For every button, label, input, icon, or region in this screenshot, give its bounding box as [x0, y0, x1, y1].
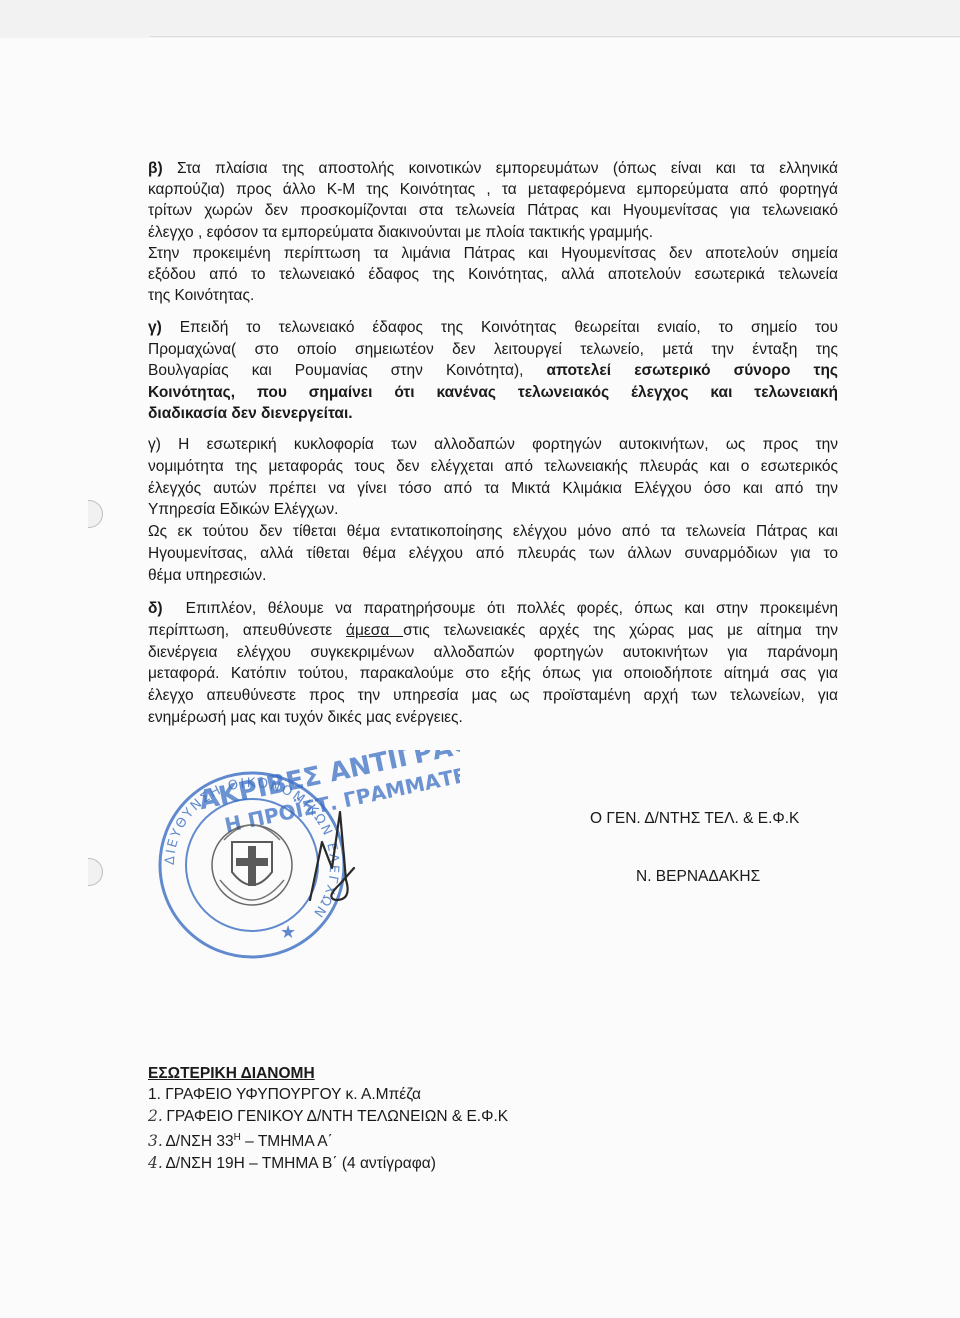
distribution-item: 4. Δ/ΝΣΗ 19Η – ΤΜΗΜΑ Β΄ (4 αντίγραφα) — [148, 1153, 436, 1172]
distribution-item: 2. ΓΡΑΦΕΙΟ ΓΕΝΙΚΟΥ Δ/ΝΤΗ ΤΕΛΩΝΕΙΩΝ & Ε.Φ.Κ — [148, 1106, 509, 1125]
paragraph-b-line: Στην προκειμένη περίπτωση τα λιμάνια Πάτρας και Ηγουμενίτσας δεν αποτελούν σημεία — [148, 244, 838, 262]
paragraph-b-line: τρίτων χωρών δεν προσκομίζονται στα τελωνεία Πάτρας και Ηγουμενίτσας για τελωνειακό — [148, 202, 838, 220]
punch-hole-upper — [88, 500, 103, 528]
paragraph-b-line: εξόδου από το τελωνειακό έδαφος της Κοινότητας, αλλά αποτελούν εσωτερικά τελωνεία — [148, 266, 838, 284]
paragraph-d-line: διενέργεια ελέγχου συγκεκριμένων αλλοδαπών φορτηγών αυτοκινήτων για παράνομη — [148, 643, 838, 661]
paragraph-g2-line: έλεγχός αυτών πρέπει να γίνει τόσο από τα Μικτά Κλιμάκια Ελέγχου όσο και από την — [148, 479, 838, 497]
paragraph-g2-line: Υπηρεσία Εδικών Ελέγχων. — [148, 501, 339, 519]
paragraph-g2-line: Ηγουμενίτσας, αλλά τίθεται θέμα ελέγχου από πλευράς των άλλων συναρμόδιων για το — [148, 544, 838, 562]
paragraph-g2-line: νομιμότητα της μεταφοράς τους δεν ελέγχεται από τελωνειακής πλευράς και ο εσωτερικός — [148, 457, 838, 475]
paragraph-d-label: δ) — [148, 600, 163, 617]
paragraph-g2-line: θέμα υπηρεσιών. — [148, 566, 267, 584]
paragraph-g1-line: Κοινότητας, που σημαίνει ότι κανένας τελωνειακός έλεγχος και τελωνειακή — [148, 383, 838, 401]
paragraph-b-line: καρπούζια) προς άλλο Κ-Μ της Κοινότητας , τα μεταφερόμενα εμπορεύματα από φορτηγά — [148, 181, 838, 199]
paragraph-g1 — [148, 317, 838, 425]
paragraph-d-line: έλεγχο απευθύνεστε προς την υπηρεσία μας ως προϊσταμένη αρχή των τελωνείων, για — [148, 687, 838, 705]
signatory-title: Ο ΓΕΝ. Δ/ΝΤΗΣ ΤΕΛ. & Ε.Φ.Κ — [590, 810, 800, 827]
paragraph-b-line: έλεγχο , εφόσον τα εμπορεύματα διακινούνται με πλοία τακτικής γραμμής. — [148, 223, 654, 241]
scan-top-margin — [0, 0, 960, 38]
distribution-title: ΕΣΩΤΕΡΙΚΗ ΔΙΑΝΟΜΗ — [148, 1065, 315, 1082]
paragraph-b-label: β) — [148, 160, 163, 177]
official-stamp-area — [140, 750, 460, 970]
paragraph-d — [148, 598, 838, 729]
signatory-name: Ν. ΒΕΡΝΑΔΑΚΗΣ — [636, 868, 761, 885]
emphasis-internal-border: αποτελεί εσωτερικό σύνορο της — [546, 362, 838, 380]
paragraph-g2-line: Ως εκ τούτου δεν τίθεται θέμα εντατικοποίησης ελέγχου μόνο από τα τελωνεία Πάτρας και — [148, 523, 838, 541]
paragraph-b-line: β) Στα πλαίσια της αποστολής κοινοτικών εμπορευμάτων (όπως είναι και τα ελληνικά — [148, 160, 838, 177]
distribution-item: 3. Δ/ΝΣΗ $33^H$ – ΤΜΗΜΑ Α΄ — [148, 1132, 333, 1151]
scan-edge-line — [150, 36, 960, 37]
paragraph-g1-label: γ) — [148, 319, 162, 336]
paragraph-g1-line: γ) Επειδή το τελωνειακό έδαφος της Κοινότητας θεωρείται ενιαίο, το σημείο του — [148, 319, 838, 336]
distribution-item: 1. ΓΡΑΦΕΙΟ ΥΦΥΠΟΥΡΓΟΥ κ. Α.Μπέζα — [148, 1086, 421, 1104]
paragraph-g1-line: Προμαχώνα( στο οποίο σημειωτέον δεν λειτουργεί τελωνείο, μετά την ένταξη της — [148, 340, 838, 358]
paragraph-g2 — [148, 434, 838, 587]
stamp-copy-line1: ΑΚΡΙΒΕΣ ΑΝΤΙΓΡΑΦΟ — [196, 750, 460, 817]
stamp-graphic — [140, 750, 460, 970]
internal-distribution — [148, 1063, 508, 1174]
paragraph-g1-line: Βουλγαρίας και Ρουμανίας στην Κοινότητα), αποτελεί εσωτερικό σύνορο της — [148, 362, 838, 380]
paragraph-b-line: της Κοινότητας. — [148, 287, 255, 305]
svg-text:★: ★ — [280, 922, 297, 942]
paragraph-b — [148, 158, 838, 306]
paragraph-g1-line: διαδικασία δεν διενεργείται. — [148, 405, 353, 423]
stamp-copy-line2: Η ΠΡΟΪΣΤ. ΓΡΑΜΜΑΤΕΙΑΣ — [222, 755, 460, 838]
paragraph-d-line: δ) Επιπλέον, θέλουμε να παρατηρήσουμε ότι πολλές φορές, όπως και στην προκειμένη — [148, 600, 838, 617]
punch-hole-lower — [88, 858, 103, 886]
paragraph-g2-line: γ) Η εσωτερική κυκλοφορία των αλλοδαπών φορτηγών αυτοκινήτων, ως προς την — [148, 436, 838, 453]
svg-text:ΔΙΕΥΘΥΝΣΗ ΟΙΚΟΝΟΜΙΚΩΝ ΕΛΕΓΧΩΝ: ΔΙΕΥΘΥΝΣΗ ΟΙΚΟΝΟΜΙΚΩΝ ΕΛΕΓΧΩΝ — [162, 775, 342, 922]
paragraph-d-line: ενημέρωσή μας και τυχόν δικές μας ενέργειες. — [148, 708, 463, 726]
paragraph-d-line: μεταφορά. Κατόπιν τούτου, παρακαλούμε στο εξής όπως για οποιοδήποτε αίτημά σας για — [148, 665, 838, 683]
paragraph-d-line: περίπτωση, απευθύνεστε άμεσα στις τελωνειακές αρχές της χώρας μας με αίτημα την — [148, 621, 839, 639]
underlined-word: άμεσα — [346, 621, 404, 639]
